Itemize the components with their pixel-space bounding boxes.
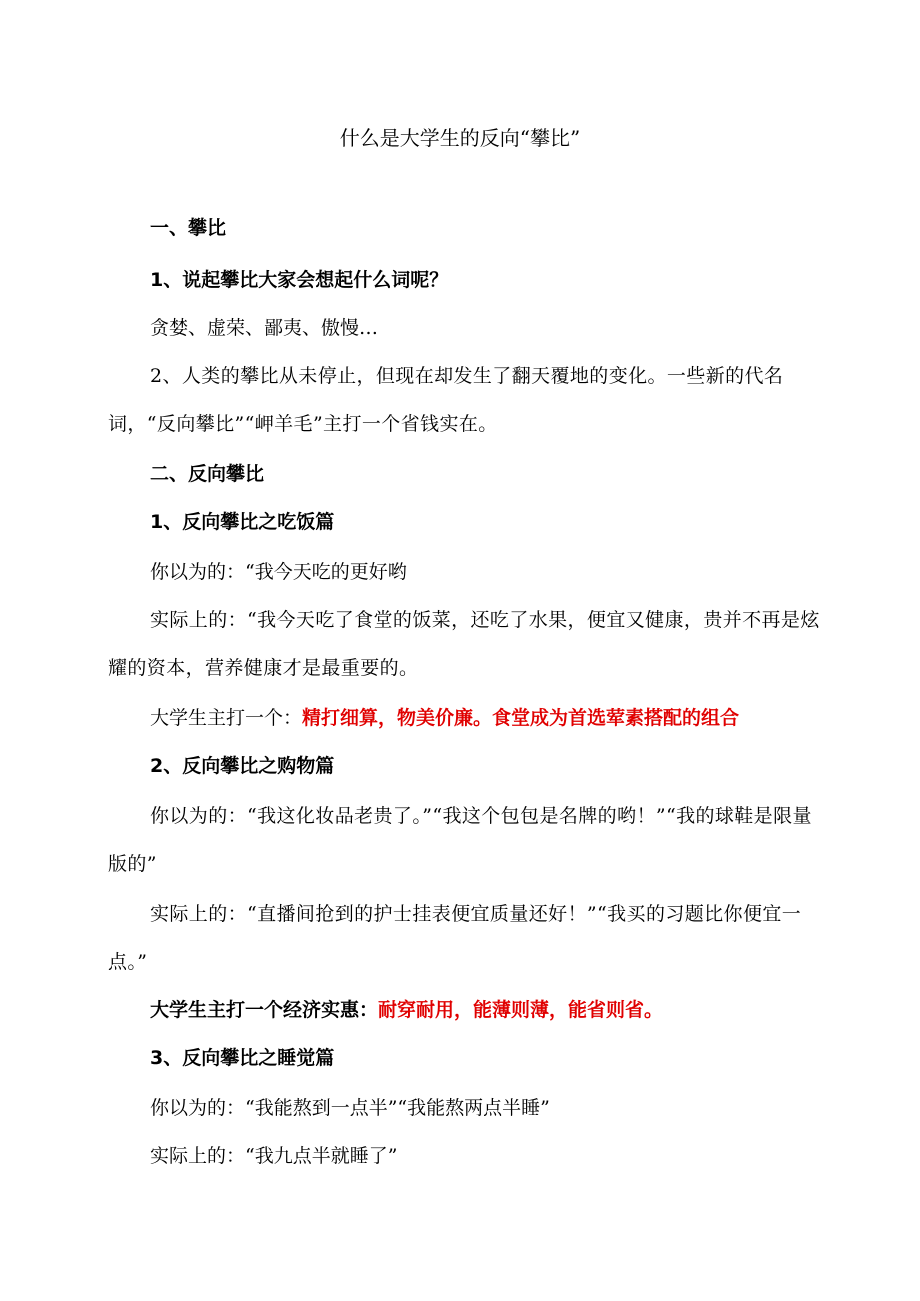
shop-think: 你以为的：“我这化妆品老贵了。”“我这个包包是名牌的哟！”“我的球鞋是限量版的”	[108, 805, 812, 875]
page-title: 什么是大学生的反向“攀比”	[339, 126, 581, 150]
eat-actual: 实际上的：“我今天吃了食堂的饭菜，还吃了水果，便宜又健康，贵并不再是炫耀的资本，营养健康才是最重要的。	[108, 609, 820, 679]
section-heading-2: 二、反向攀比	[150, 463, 265, 485]
shop-actual: 实际上的：“直播间抢到的护士挂表便宜质量还好！”“我买的习题比你便宜一点。”	[108, 903, 802, 973]
paragraph-2: 2、人类的攀比从未停止，但现在却发生了翻天覆地的变化。一些新的代名词，“反向攀比”“岬羊毛”主打一个省钱实在。	[108, 365, 784, 435]
sleep-think: 你以为的：“我能熬到一点半”“我能熬两点半睡”	[150, 1097, 550, 1119]
eat-heading: 1、反向攀比之吃饭篇	[150, 511, 335, 533]
section-heading-1: 一、攀比	[150, 217, 227, 239]
word-list: 贪婪、虚荣、鄙夷、傲慢…	[150, 317, 379, 339]
eat-think: 你以为的：“我今天吃的更好哟	[150, 561, 407, 583]
sleep-heading: 3、反向攀比之睡觉篇	[150, 1047, 335, 1069]
sleep-actual: 实际上的：“我九点半就睡了”	[150, 1145, 398, 1167]
eat-summary-label: 大学生主打一个：	[150, 707, 303, 729]
shop-heading: 2、反向攀比之购物篇	[150, 755, 335, 777]
eat-summary-value: 精打细算，物美价廉。食堂成为首选荤素搭配的组合	[302, 707, 740, 729]
question-1: 1、说起攀比大家会想起什么词呢？	[150, 269, 449, 291]
shop-summary-label: 大学生主打一个经济实惠：	[150, 999, 379, 1021]
shop-summary	[108, 986, 862, 1034]
shop-summary-value: 耐穿耐用，能薄则薄，能省则省。	[378, 999, 664, 1021]
eat-summary	[108, 694, 862, 742]
